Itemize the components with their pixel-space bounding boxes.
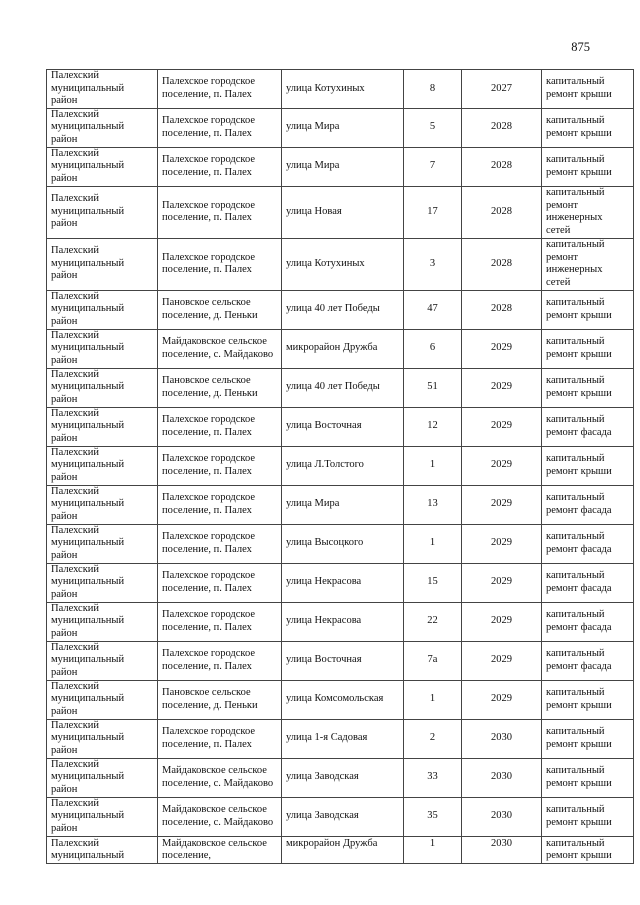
table-row xyxy=(47,290,634,329)
district-text: Палехский муниципальный район xyxy=(51,524,125,561)
district-cell xyxy=(47,758,158,797)
settlement-cell: Пановское сельское поселение, д. Пеньки xyxy=(158,368,282,407)
year-cell: 2029 xyxy=(462,602,542,641)
house-number-cell: 17 xyxy=(404,186,462,238)
house-number-cell: 3 xyxy=(404,238,462,290)
street-cell: улица 40 лет Победы xyxy=(282,290,404,329)
table-row xyxy=(47,368,634,407)
settlement-cell: Палехское городское поселение, п. Палех xyxy=(158,446,282,485)
table-body xyxy=(47,70,634,864)
house-number-cell: 7а xyxy=(404,641,462,680)
street-cell: улица Восточная xyxy=(282,641,404,680)
street-cell: улица Котухиных xyxy=(282,238,404,290)
settlement-cell: Палехское городское поселение, п. Палех xyxy=(158,563,282,602)
year-cell: 2029 xyxy=(462,641,542,680)
work-type-cell: капитальный ремонт крыши xyxy=(542,719,634,758)
street-cell: улица Заводская xyxy=(282,758,404,797)
house-number-cell: 12 xyxy=(404,407,462,446)
work-type-cell: капитальный ремонт фасада xyxy=(542,602,634,641)
year-cell: 2029 xyxy=(462,329,542,368)
work-type-cell: капитальный ремонт крыши xyxy=(542,836,634,863)
district-cell xyxy=(47,238,158,290)
table-row xyxy=(47,602,634,641)
work-type-cell: капитальный ремонт крыши xyxy=(542,329,634,368)
district-text: Палехский муниципальный район xyxy=(51,758,125,795)
street-cell: улица Мира xyxy=(282,485,404,524)
year-cell: 2030 xyxy=(462,797,542,836)
street-cell: улица Некрасова xyxy=(282,602,404,641)
table-row xyxy=(47,719,634,758)
district-cell xyxy=(47,680,158,719)
house-number-cell: 51 xyxy=(404,368,462,407)
district-cell xyxy=(47,641,158,680)
house-number-cell: 6 xyxy=(404,329,462,368)
table-row xyxy=(47,70,634,109)
year-cell: 2028 xyxy=(462,108,542,147)
district-text: Палехский муниципальный район xyxy=(51,193,125,230)
table-row xyxy=(47,641,634,680)
table-row xyxy=(47,108,634,147)
district-cell xyxy=(47,797,158,836)
settlement-cell: Палехское городское поселение, п. Палех xyxy=(158,70,282,109)
settlement-cell: Палехское городское поселение, п. Палех xyxy=(158,238,282,290)
district-text: Палехский муниципальный район xyxy=(51,70,125,106)
settlement-cell: Палехское городское поселение, п. Палех xyxy=(158,186,282,238)
work-type-cell: капитальный ремонт крыши xyxy=(542,680,634,719)
work-type-cell: капитальный ремонт крыши xyxy=(542,446,634,485)
street-cell: улица 40 лет Победы xyxy=(282,368,404,407)
district-text: Палехский муниципальный район xyxy=(51,108,125,145)
district-cell xyxy=(47,407,158,446)
year-cell: 2029 xyxy=(462,446,542,485)
house-number-cell: 1 xyxy=(404,524,462,563)
street-cell: улица Мира xyxy=(282,108,404,147)
work-type-cell: капитальный ремонт фасада xyxy=(542,641,634,680)
work-type-cell: капитальный ремонт крыши xyxy=(542,147,634,186)
settlement-cell: Палехское городское поселение, п. Палех xyxy=(158,147,282,186)
year-cell: 2029 xyxy=(462,563,542,602)
house-number-cell: 5 xyxy=(404,108,462,147)
house-number-cell: 33 xyxy=(404,758,462,797)
year-cell: 2027 xyxy=(462,70,542,109)
settlement-cell: Майдаковское сельское поселение, с. Майдаково xyxy=(158,797,282,836)
table-row xyxy=(47,186,634,238)
year-cell: 2029 xyxy=(462,368,542,407)
district-cell xyxy=(47,186,158,238)
district-cell xyxy=(47,147,158,186)
work-type-cell: капитальный ремонт фасада xyxy=(542,524,634,563)
district-text: Палехский муниципальный район xyxy=(51,446,125,483)
district-cell xyxy=(47,563,158,602)
street-cell: улица Комсомольская xyxy=(282,680,404,719)
district-cell xyxy=(47,329,158,368)
settlement-cell: Палехское городское поселение, п. Палех xyxy=(158,407,282,446)
year-cell: 2028 xyxy=(462,147,542,186)
street-cell: улица Высоцкого xyxy=(282,524,404,563)
house-number-cell: 47 xyxy=(404,290,462,329)
street-cell: улица Некрасова xyxy=(282,563,404,602)
district-text: Палехский муниципальный район xyxy=(51,329,125,366)
district-text: Палехский муниципальный район xyxy=(51,797,125,834)
work-type-cell: капитальный ремонт крыши xyxy=(542,108,634,147)
district-cell xyxy=(47,70,158,109)
work-type-cell: капитальный ремонт фасада xyxy=(542,485,634,524)
district-text: Палехский муниципальный район xyxy=(51,563,125,600)
year-cell: 2029 xyxy=(462,680,542,719)
settlement-cell: Палехское городское поселение, п. Палех xyxy=(158,719,282,758)
district-text: Палехский муниципальный район xyxy=(51,719,125,756)
year-cell: 2030 xyxy=(462,758,542,797)
district-cell xyxy=(47,602,158,641)
district-text: Палехский муниципальный район xyxy=(51,245,125,282)
district-cell xyxy=(47,836,158,863)
work-type-cell: капитальный ремонт инженерных сетей xyxy=(542,186,634,238)
house-number-cell: 1 xyxy=(404,446,462,485)
street-cell: улица Л.Толстого xyxy=(282,446,404,485)
house-number-cell: 35 xyxy=(404,797,462,836)
repair-schedule-table xyxy=(46,69,634,864)
street-cell: улица Заводская xyxy=(282,797,404,836)
house-number-cell: 15 xyxy=(404,563,462,602)
table-row xyxy=(47,524,634,563)
district-text: Палехский муниципальный район xyxy=(51,602,125,639)
street-cell: улица Новая xyxy=(282,186,404,238)
work-type-cell: капитальный ремонт фасада xyxy=(542,407,634,446)
district-text: Палехский муниципальный район xyxy=(51,290,125,327)
work-type-cell: капитальный ремонт крыши xyxy=(542,758,634,797)
house-number-cell: 2 xyxy=(404,719,462,758)
year-cell: 2029 xyxy=(462,485,542,524)
district-text: Палехский муниципальный xyxy=(51,837,125,861)
district-text: Палехский муниципальный район xyxy=(51,368,125,405)
settlement-cell: Палехское городское поселение, п. Палех xyxy=(158,641,282,680)
table-row xyxy=(47,147,634,186)
table-row xyxy=(47,680,634,719)
table-row xyxy=(47,485,634,524)
district-text: Палехский муниципальный район xyxy=(51,485,125,522)
year-cell: 2030 xyxy=(462,719,542,758)
settlement-cell: Палехское городское поселение, п. Палех xyxy=(158,108,282,147)
work-type-cell: капитальный ремонт крыши xyxy=(542,290,634,329)
house-number-cell: 1 xyxy=(404,680,462,719)
table-row xyxy=(47,407,634,446)
house-number-cell: 7 xyxy=(404,147,462,186)
table-row xyxy=(47,758,634,797)
district-text: Палехский муниципальный район xyxy=(51,147,125,184)
street-cell: микрорайон Дружба xyxy=(282,836,404,863)
work-type-cell: капитальный ремонт инженерных сетей xyxy=(542,238,634,290)
page-number: 875 xyxy=(571,40,590,54)
district-cell xyxy=(47,719,158,758)
year-cell: 2030 xyxy=(462,836,542,863)
district-text: Палехский муниципальный район xyxy=(51,680,125,717)
street-cell: микрорайон Дружба xyxy=(282,329,404,368)
year-cell: 2028 xyxy=(462,290,542,329)
district-cell xyxy=(47,524,158,563)
street-cell: улица Котухиных xyxy=(282,70,404,109)
house-number-cell: 13 xyxy=(404,485,462,524)
district-cell xyxy=(47,485,158,524)
work-type-cell: капитальный ремонт крыши xyxy=(542,70,634,109)
table-row xyxy=(47,797,634,836)
settlement-cell: Майдаковское сельское поселение, xyxy=(158,836,282,863)
district-cell xyxy=(47,368,158,407)
district-text: Палехский муниципальный район xyxy=(51,407,125,444)
table-row xyxy=(47,329,634,368)
year-cell: 2028 xyxy=(462,186,542,238)
settlement-cell: Пановское сельское поселение, д. Пеньки xyxy=(158,680,282,719)
table-row xyxy=(47,563,634,602)
table-row xyxy=(47,446,634,485)
district-cell xyxy=(47,108,158,147)
settlement-cell: Пановское сельское поселение, д. Пеньки xyxy=(158,290,282,329)
work-type-cell: капитальный ремонт фасада xyxy=(542,563,634,602)
street-cell: улица Мира xyxy=(282,147,404,186)
district-text: Палехский муниципальный район xyxy=(51,641,125,678)
settlement-cell: Майдаковское сельское поселение, с. Майдаково xyxy=(158,329,282,368)
settlement-cell: Палехское городское поселение, п. Палех xyxy=(158,485,282,524)
table-row xyxy=(47,836,634,863)
house-number-cell: 22 xyxy=(404,602,462,641)
year-cell: 2028 xyxy=(462,238,542,290)
work-type-cell: капитальный ремонт крыши xyxy=(542,368,634,407)
table-row xyxy=(47,238,634,290)
street-cell: улица 1-я Садовая xyxy=(282,719,404,758)
house-number-cell: 1 xyxy=(404,836,462,863)
year-cell: 2029 xyxy=(462,407,542,446)
settlement-cell: Майдаковское сельское поселение, с. Майдаково xyxy=(158,758,282,797)
district-cell xyxy=(47,290,158,329)
year-cell: 2029 xyxy=(462,524,542,563)
district-cell xyxy=(47,446,158,485)
settlement-cell: Палехское городское поселение, п. Палех xyxy=(158,602,282,641)
work-type-cell: капитальный ремонт крыши xyxy=(542,797,634,836)
house-number-cell: 8 xyxy=(404,70,462,109)
street-cell: улица Восточная xyxy=(282,407,404,446)
settlement-cell: Палехское городское поселение, п. Палех xyxy=(158,524,282,563)
